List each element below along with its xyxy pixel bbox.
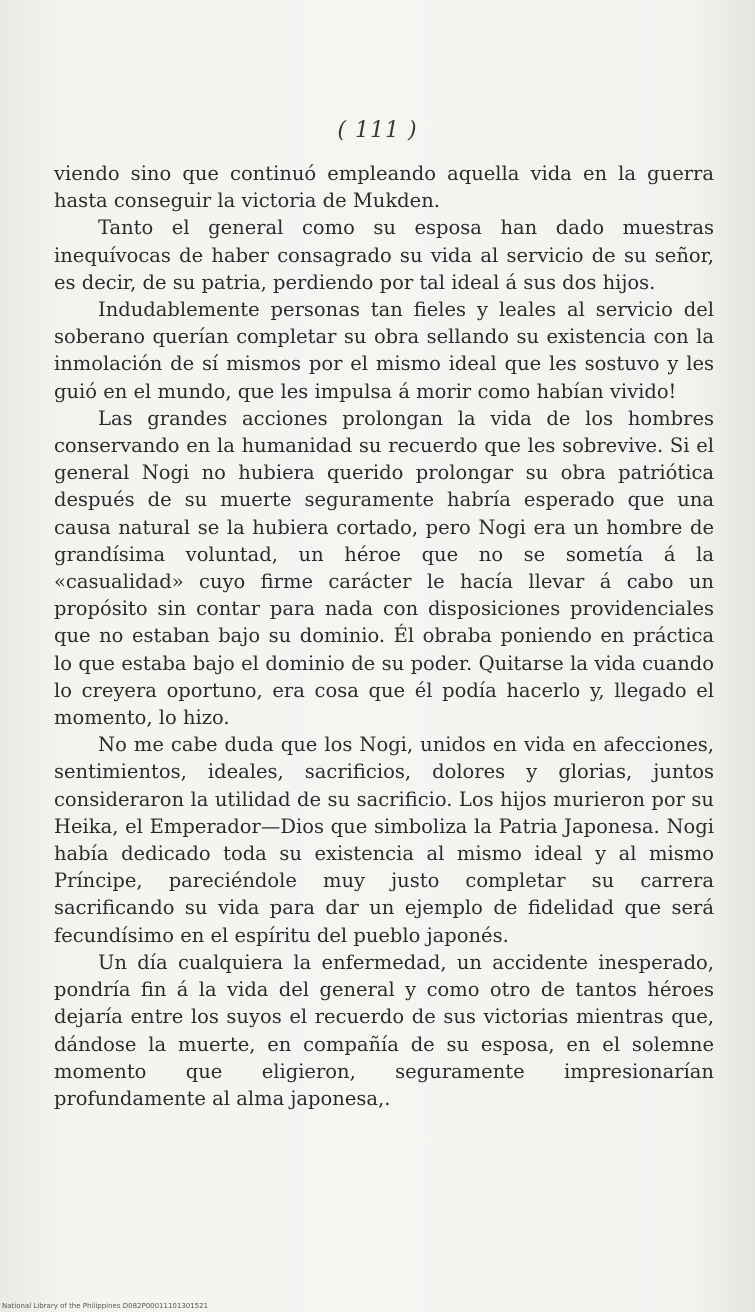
paragraph: No me cabe duda que los Nogi, unidos en vida en afecciones, sentimientos, ideales, sacrificios, dolores y glorias, juntos consideraron la utilidad de su sacrificio. Los hijos murieron por su Heika, el Emperador—Dios que simboliza la Patria Japonesa. Nogi había dedicado toda su existencia al mismo ideal y al mismo Príncipe, pareciéndole muy justo completar su carrera sacrificando su vida para dar un ejemplo de fidelidad que será fecundísimo en el espíritu del pueblo japonés. (54, 733, 714, 947)
body-text (54, 160, 714, 1112)
page-number: ( 111 ) (337, 118, 418, 143)
paragraph: Tanto el general como su esposa han dado muestras inequívocas de haber consagrado su vida al servicio de su señor, es decir, de su patria, perdiendo por tal ideal á sus dos hijos. (54, 216, 714, 294)
paragraph-continuation: viendo sino que continuó empleando aquella vida en la guerra hasta conseguir la victoria de Mukden. (54, 162, 714, 213)
paragraph: Indudablemente personas tan fieles y leales al servicio del soberano querían completar su obra sellando su existencia con la inmolación de sí mismos por el mismo ideal que les sostuvo y les guió en el mundo, que les impulsa á morir como habían vivido! (54, 298, 714, 403)
paragraph: Un día cualquiera la enfermedad, un accidente inesperado, pondría fin á la vida del general y como otro de tantos héroes dejaría entre los suyos el recuerdo de sus victorias mientras que, dándose la muerte, en compañía de su esposa, en el solemne momento que eligieron, seguramente impresionarían profundamente al alma japonesa,. (54, 950, 714, 1110)
paragraph: Las grandes acciones prolongan la vida de los hombres conservando en la humanidad su recuerdo que les sobrevive. Si el general Nogi no hubiera querido prolongar su obra patriótica después de su muerte seguramente habría esperado que una causa natural se la hubiera cortado, pero Nogi era un hombre de grandísima voluntad, un héroe que no se sometía á la «casualidad» cuyo firme carácter le hacía llevar á cabo un propósito sin contar para nada con disposiciones providenciales que no estaban bajo su dominio. Él obraba poniendo en práctica lo que estaba bajo el dominio de su poder. Quitarse la vida cuando lo creyera oportuno, era cosa que él podía hacerlo y, llegado el momento, lo hizo. (54, 406, 714, 730)
library-footer: National Library of the Philippines D082P00011101301521 (2, 1302, 209, 1310)
